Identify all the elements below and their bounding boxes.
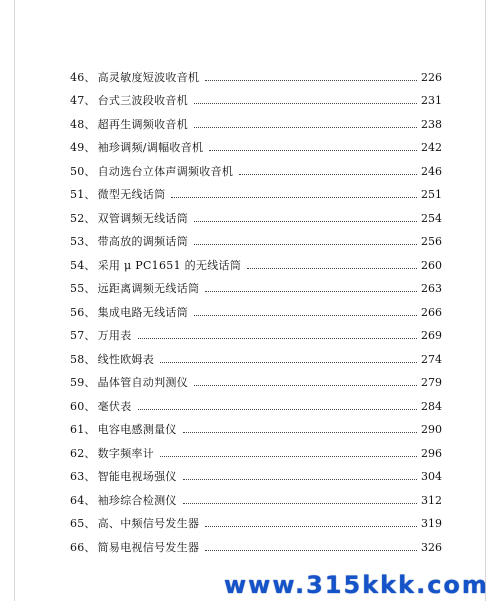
toc-entry bbox=[70, 365, 442, 389]
table-of-contents bbox=[70, 59, 442, 553]
toc-entry-title: 电容电感测量仪 bbox=[97, 423, 177, 436]
toc-entry-number: 59、 bbox=[70, 376, 96, 389]
toc-entry-number: 58、 bbox=[70, 352, 96, 366]
toc-dot-leader bbox=[247, 267, 417, 269]
toc-entry-number: 54、 bbox=[70, 258, 96, 272]
toc-entry-number: 48、 bbox=[70, 117, 96, 131]
toc-entry-number: 64、 bbox=[70, 493, 96, 507]
toc-entry-title: 台式三波段收音机 bbox=[97, 94, 189, 107]
toc-entry-page: 251 bbox=[421, 188, 442, 201]
page-border-right bbox=[485, 0, 486, 601]
toc-entry-title: 袖珍调频/调幅收音机 bbox=[97, 141, 204, 154]
toc-entry-number: 56、 bbox=[70, 305, 96, 319]
toc-entry bbox=[70, 224, 442, 248]
toc-entry-number: 62、 bbox=[70, 446, 96, 460]
toc-entry-page: 260 bbox=[421, 258, 442, 272]
toc-entry-number: 55、 bbox=[70, 282, 96, 295]
toc-entry-title: 线性欧姆表 bbox=[97, 352, 155, 366]
toc-entry-number: 61、 bbox=[70, 423, 96, 436]
toc-entry bbox=[70, 388, 442, 412]
toc-dot-leader bbox=[205, 549, 417, 551]
toc-dot-leader bbox=[138, 337, 417, 339]
toc-entry bbox=[70, 459, 442, 483]
toc-entry bbox=[70, 106, 442, 130]
toc-entry-page: 319 bbox=[421, 517, 442, 530]
watermark: www.315kkk.com bbox=[224, 571, 489, 599]
toc-entry-title: 采用 μ PC1651 的无线话筒 bbox=[97, 258, 242, 272]
toc-entry-title: 超再生调频收音机 bbox=[97, 117, 189, 131]
toc-dot-leader bbox=[239, 173, 417, 175]
toc-entry-title: 智能电视场强仪 bbox=[97, 470, 177, 483]
toc-entry bbox=[70, 83, 442, 107]
toc-entry-number: 46、 bbox=[70, 70, 96, 84]
toc-entry-number: 60、 bbox=[70, 399, 96, 413]
toc-entry-title: 带高放的调频话筒 bbox=[97, 235, 189, 248]
toc-entry-page: 284 bbox=[421, 399, 442, 413]
toc-entry bbox=[70, 200, 442, 224]
toc-entry bbox=[70, 271, 442, 295]
toc-entry-page: 226 bbox=[421, 70, 442, 84]
toc-dot-leader bbox=[194, 384, 417, 386]
toc-entry bbox=[70, 435, 442, 459]
toc-entry-page: 266 bbox=[421, 305, 442, 319]
toc-entry-title: 高灵敏度短波收音机 bbox=[97, 70, 200, 84]
toc-dot-leader bbox=[160, 361, 417, 363]
toc-entry-title: 毫伏表 bbox=[97, 399, 132, 413]
toc-dot-leader bbox=[183, 478, 417, 480]
toc-entry bbox=[70, 341, 442, 365]
toc-entry-page: 256 bbox=[421, 235, 442, 248]
toc-dot-leader bbox=[205, 525, 417, 527]
toc-entry-page: 296 bbox=[421, 446, 442, 460]
toc-entry-number: 63、 bbox=[70, 470, 96, 483]
toc-entry bbox=[70, 130, 442, 154]
toc-dot-leader bbox=[209, 149, 417, 151]
toc-entry-title: 袖珍综合检测仪 bbox=[97, 493, 177, 507]
toc-entry-page: 279 bbox=[421, 376, 442, 389]
toc-entry-title: 高、中频信号发生器 bbox=[97, 517, 200, 530]
toc-dot-leader bbox=[205, 290, 417, 292]
page-border-left bbox=[14, 0, 15, 601]
toc-entry-number: 50、 bbox=[70, 164, 96, 178]
toc-entry-page: 254 bbox=[421, 211, 442, 225]
toc-entry-page: 242 bbox=[421, 141, 442, 154]
toc-entry-number: 47、 bbox=[70, 94, 96, 107]
toc-entry-number: 66、 bbox=[70, 540, 96, 554]
toc-entry-title: 微型无线话筒 bbox=[97, 188, 166, 201]
toc-entry bbox=[70, 294, 442, 318]
toc-entry-page: 231 bbox=[421, 94, 442, 107]
toc-entry-page: 304 bbox=[421, 470, 442, 483]
toc-entry-number: 52、 bbox=[70, 211, 96, 225]
toc-entry-page: 312 bbox=[421, 493, 442, 507]
toc-dot-leader bbox=[205, 79, 417, 81]
toc-entry bbox=[70, 247, 442, 271]
toc-entry-page: 326 bbox=[421, 540, 442, 554]
toc-entry bbox=[70, 59, 442, 83]
toc-dot-leader bbox=[194, 220, 417, 222]
toc-dot-leader bbox=[194, 102, 417, 104]
toc-entry-title: 万用表 bbox=[97, 329, 132, 342]
toc-entry-number: 57、 bbox=[70, 329, 96, 342]
toc-dot-leader bbox=[183, 431, 417, 433]
toc-dot-leader bbox=[160, 455, 417, 457]
toc-entry-title: 晶体管自动判测仪 bbox=[97, 376, 189, 389]
toc-entry-page: 263 bbox=[421, 282, 442, 295]
toc-entry-page: 290 bbox=[421, 423, 442, 436]
toc-entry-page: 274 bbox=[421, 352, 442, 366]
toc-entry-page: 238 bbox=[421, 117, 442, 131]
toc-entry-number: 53、 bbox=[70, 235, 96, 248]
toc-entry bbox=[70, 412, 442, 436]
toc-dot-leader bbox=[194, 314, 417, 316]
toc-entry-title: 数字频率计 bbox=[97, 446, 155, 460]
toc-entry bbox=[70, 177, 442, 201]
toc-dot-leader bbox=[138, 408, 417, 410]
toc-entry bbox=[70, 153, 442, 177]
toc-entry-title: 双管调频无线话筒 bbox=[97, 211, 189, 225]
toc-entry-title: 集成电路无线话筒 bbox=[97, 305, 189, 319]
toc-entry-number: 49、 bbox=[70, 141, 96, 154]
toc-dot-leader bbox=[183, 502, 417, 504]
toc-entry-number: 65、 bbox=[70, 517, 96, 530]
toc-entry-page: 269 bbox=[421, 329, 442, 342]
toc-dot-leader bbox=[171, 196, 417, 198]
toc-entry-number: 51、 bbox=[70, 188, 96, 201]
toc-entry bbox=[70, 482, 442, 506]
toc-entry-title: 远距离调频无线话筒 bbox=[97, 282, 200, 295]
toc-entry bbox=[70, 529, 442, 553]
toc-entry-title: 自动选台立体声调频收音机 bbox=[97, 164, 234, 178]
toc-entry bbox=[70, 506, 442, 530]
toc-dot-leader bbox=[194, 126, 417, 128]
toc-dot-leader bbox=[194, 243, 417, 245]
toc-entry-title: 简易电视信号发生器 bbox=[97, 540, 200, 554]
toc-entry-page: 246 bbox=[421, 164, 442, 178]
toc-entry bbox=[70, 318, 442, 342]
